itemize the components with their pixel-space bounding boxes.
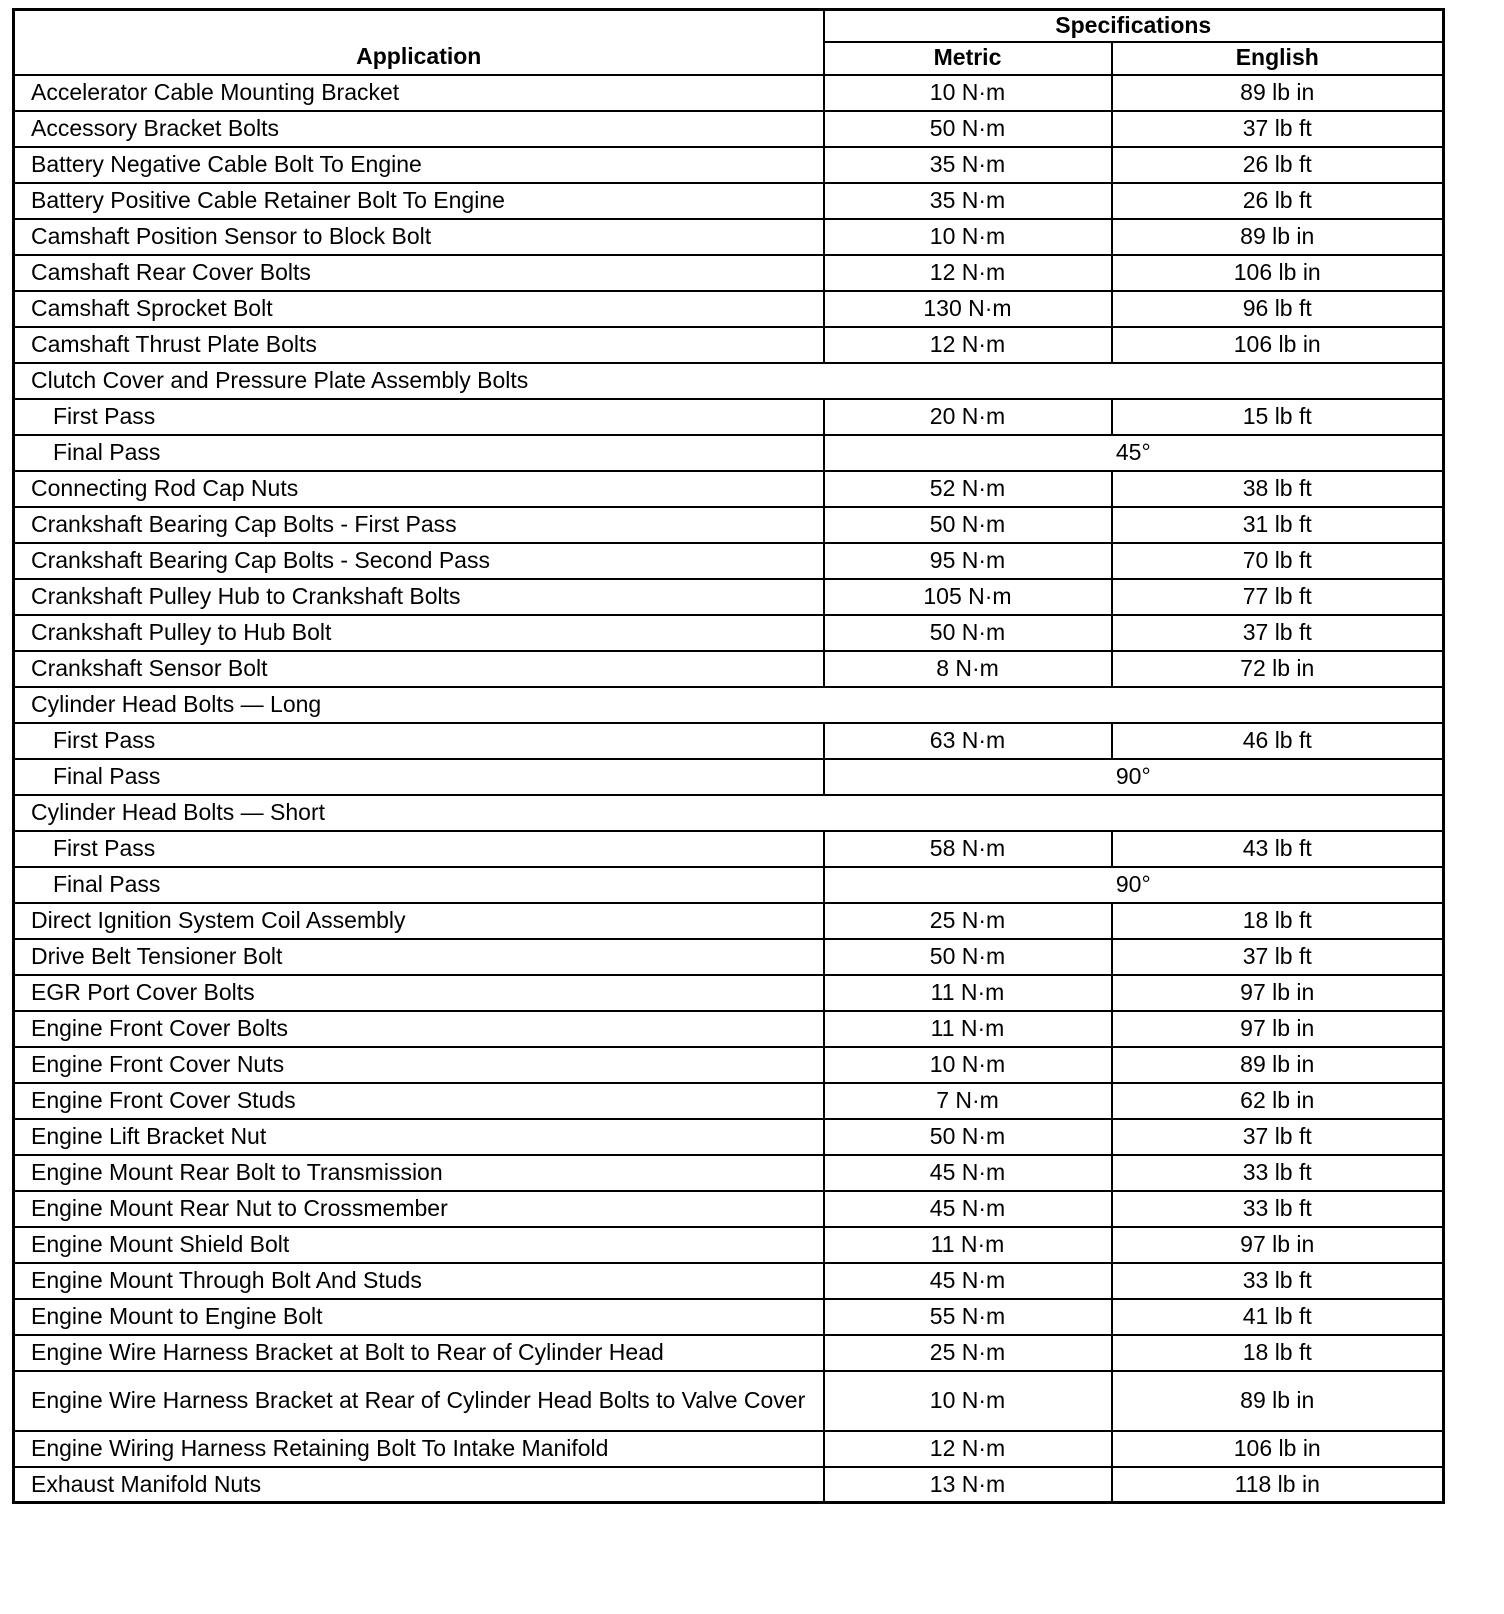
metric-cell: 50 N·m <box>824 1119 1112 1155</box>
table-row <box>14 291 1444 327</box>
english-cell: 37 lb ft <box>1112 1119 1444 1155</box>
metric-cell: 11 N·m <box>824 975 1112 1011</box>
metric-cell: 95 N·m <box>824 543 1112 579</box>
metric-header: Metric <box>824 42 1112 75</box>
english-cell: 46 lb ft <box>1112 723 1444 759</box>
table-row <box>14 1227 1444 1263</box>
application-header: Application <box>14 10 824 75</box>
application-cell: Engine Front Cover Studs <box>14 1083 824 1119</box>
angle-spec-cell: 45° <box>824 435 1444 471</box>
table-row <box>14 1299 1444 1335</box>
english-cell: 33 lb ft <box>1112 1191 1444 1227</box>
application-cell: Engine Mount Rear Nut to Crossmember <box>14 1191 824 1227</box>
metric-cell: 7 N·m <box>824 1083 1112 1119</box>
torque-spec-table <box>12 8 1445 1504</box>
metric-cell: 25 N·m <box>824 903 1112 939</box>
english-header: English <box>1112 42 1444 75</box>
application-cell: Engine Mount Rear Bolt to Transmission <box>14 1155 824 1191</box>
table-row <box>14 1155 1444 1191</box>
application-cell: Camshaft Sprocket Bolt <box>14 291 824 327</box>
metric-cell: 12 N·m <box>824 255 1112 291</box>
metric-cell: 55 N·m <box>824 1299 1112 1335</box>
english-cell: 106 lb in <box>1112 255 1444 291</box>
english-cell: 38 lb ft <box>1112 471 1444 507</box>
metric-cell: 10 N·m <box>824 1371 1112 1431</box>
english-cell: 31 lb ft <box>1112 507 1444 543</box>
english-cell: 106 lb in <box>1112 327 1444 363</box>
application-cell: First Pass <box>14 831 824 867</box>
metric-cell: 52 N·m <box>824 471 1112 507</box>
english-cell: 89 lb in <box>1112 1371 1444 1431</box>
table-row <box>14 255 1444 291</box>
table-row <box>14 651 1444 687</box>
application-cell: Camshaft Rear Cover Bolts <box>14 255 824 291</box>
table-row <box>14 1263 1444 1299</box>
application-cell: Crankshaft Sensor Bolt <box>14 651 824 687</box>
english-cell: 96 lb ft <box>1112 291 1444 327</box>
application-cell: Direct Ignition System Coil Assembly <box>14 903 824 939</box>
application-cell: Engine Mount Through Bolt And Studs <box>14 1263 824 1299</box>
metric-cell: 11 N·m <box>824 1011 1112 1047</box>
application-cell: Battery Negative Cable Bolt To Engine <box>14 147 824 183</box>
table-row <box>14 111 1444 147</box>
application-cell: Accelerator Cable Mounting Bracket <box>14 75 824 111</box>
application-cell: Engine Mount to Engine Bolt <box>14 1299 824 1335</box>
english-cell: 43 lb ft <box>1112 831 1444 867</box>
metric-cell: 35 N·m <box>824 183 1112 219</box>
english-cell: 37 lb ft <box>1112 939 1444 975</box>
metric-cell: 45 N·m <box>824 1263 1112 1299</box>
english-cell: 15 lb ft <box>1112 399 1444 435</box>
group-label: Cylinder Head Bolts — Long <box>14 687 1444 723</box>
metric-cell: 8 N·m <box>824 651 1112 687</box>
metric-cell: 12 N·m <box>824 327 1112 363</box>
english-cell: 37 lb ft <box>1112 111 1444 147</box>
english-cell: 118 lb in <box>1112 1467 1444 1503</box>
table-row <box>14 939 1444 975</box>
group-label: Clutch Cover and Pressure Plate Assembly Bolts <box>14 363 1444 399</box>
metric-cell: 12 N·m <box>824 1431 1112 1467</box>
metric-cell: 13 N·m <box>824 1467 1112 1503</box>
metric-cell: 11 N·m <box>824 1227 1112 1263</box>
application-cell: First Pass <box>14 723 824 759</box>
application-cell: Engine Front Cover Nuts <box>14 1047 824 1083</box>
metric-cell: 50 N·m <box>824 111 1112 147</box>
english-cell: 97 lb in <box>1112 975 1444 1011</box>
application-cell: EGR Port Cover Bolts <box>14 975 824 1011</box>
table-row <box>14 1047 1444 1083</box>
application-cell: Connecting Rod Cap Nuts <box>14 471 824 507</box>
table-row <box>14 75 1444 111</box>
metric-cell: 45 N·m <box>824 1155 1112 1191</box>
application-cell: Exhaust Manifold Nuts <box>14 1467 824 1503</box>
table-row <box>14 759 1444 795</box>
english-cell: 41 lb ft <box>1112 1299 1444 1335</box>
application-cell: Final Pass <box>14 435 824 471</box>
table-row <box>14 435 1444 471</box>
metric-cell: 50 N·m <box>824 507 1112 543</box>
table-row <box>14 975 1444 1011</box>
group-label: Cylinder Head Bolts — Short <box>14 795 1444 831</box>
application-cell: Engine Mount Shield Bolt <box>14 1227 824 1263</box>
application-cell: Crankshaft Pulley to Hub Bolt <box>14 615 824 651</box>
table-row <box>14 687 1444 723</box>
metric-cell: 130 N·m <box>824 291 1112 327</box>
metric-cell: 10 N·m <box>824 75 1112 111</box>
english-cell: 18 lb ft <box>1112 903 1444 939</box>
application-cell: Final Pass <box>14 867 824 903</box>
table-row <box>14 399 1444 435</box>
application-cell: First Pass <box>14 399 824 435</box>
application-cell: Battery Positive Cable Retainer Bolt To Engine <box>14 183 824 219</box>
metric-cell: 20 N·m <box>824 399 1112 435</box>
table-row <box>14 1191 1444 1227</box>
specifications-header: Specifications <box>824 10 1444 42</box>
english-cell: 97 lb in <box>1112 1227 1444 1263</box>
english-cell: 26 lb ft <box>1112 183 1444 219</box>
application-cell: Crankshaft Pulley Hub to Crankshaft Bolts <box>14 579 824 615</box>
table-row <box>14 543 1444 579</box>
table-row <box>14 723 1444 759</box>
english-cell: 26 lb ft <box>1112 147 1444 183</box>
english-cell: 89 lb in <box>1112 1047 1444 1083</box>
application-cell: Engine Wire Harness Bracket at Rear of Cylinder Head Bolts to Valve Cover <box>14 1371 824 1431</box>
metric-cell: 45 N·m <box>824 1191 1112 1227</box>
application-cell: Drive Belt Tensioner Bolt <box>14 939 824 975</box>
english-cell: 70 lb ft <box>1112 543 1444 579</box>
table-row <box>14 327 1444 363</box>
application-cell: Engine Lift Bracket Nut <box>14 1119 824 1155</box>
table-row <box>14 219 1444 255</box>
table-row <box>14 831 1444 867</box>
english-cell: 77 lb ft <box>1112 579 1444 615</box>
english-cell: 18 lb ft <box>1112 1335 1444 1371</box>
table-row <box>14 867 1444 903</box>
table-row <box>14 147 1444 183</box>
table-row <box>14 1467 1444 1503</box>
table-row <box>14 1119 1444 1155</box>
table-row <box>14 1011 1444 1047</box>
metric-cell: 105 N·m <box>824 579 1112 615</box>
table-row <box>14 579 1444 615</box>
table-row <box>14 615 1444 651</box>
angle-spec-cell: 90° <box>824 867 1444 903</box>
table-row <box>14 363 1444 399</box>
table-row <box>14 1431 1444 1467</box>
application-cell: Accessory Bracket Bolts <box>14 111 824 147</box>
english-cell: 33 lb ft <box>1112 1263 1444 1299</box>
table-row <box>14 183 1444 219</box>
english-cell: 89 lb in <box>1112 75 1444 111</box>
table-header <box>14 10 1444 75</box>
application-cell: Final Pass <box>14 759 824 795</box>
application-cell: Camshaft Position Sensor to Block Bolt <box>14 219 824 255</box>
table-row <box>14 1083 1444 1119</box>
table-row <box>14 795 1444 831</box>
application-cell: Engine Wire Harness Bracket at Bolt to Rear of Cylinder Head <box>14 1335 824 1371</box>
metric-cell: 58 N·m <box>824 831 1112 867</box>
metric-cell: 35 N·m <box>824 147 1112 183</box>
metric-cell: 25 N·m <box>824 1335 1112 1371</box>
english-cell: 106 lb in <box>1112 1431 1444 1467</box>
metric-cell: 10 N·m <box>824 219 1112 255</box>
table-row <box>14 471 1444 507</box>
metric-cell: 50 N·m <box>824 615 1112 651</box>
english-cell: 37 lb ft <box>1112 615 1444 651</box>
english-cell: 97 lb in <box>1112 1011 1444 1047</box>
table-row <box>14 507 1444 543</box>
english-cell: 89 lb in <box>1112 219 1444 255</box>
application-cell: Engine Front Cover Bolts <box>14 1011 824 1047</box>
table-body <box>14 75 1444 1503</box>
application-cell: Crankshaft Bearing Cap Bolts - Second Pass <box>14 543 824 579</box>
table-row <box>14 903 1444 939</box>
table-row <box>14 1371 1444 1431</box>
table-row <box>14 1335 1444 1371</box>
application-cell: Crankshaft Bearing Cap Bolts - First Pass <box>14 507 824 543</box>
application-cell: Engine Wiring Harness Retaining Bolt To Intake Manifold <box>14 1431 824 1467</box>
metric-cell: 50 N·m <box>824 939 1112 975</box>
english-cell: 33 lb ft <box>1112 1155 1444 1191</box>
angle-spec-cell: 90° <box>824 759 1444 795</box>
english-cell: 62 lb in <box>1112 1083 1444 1119</box>
metric-cell: 10 N·m <box>824 1047 1112 1083</box>
application-cell: Camshaft Thrust Plate Bolts <box>14 327 824 363</box>
english-cell: 72 lb in <box>1112 651 1444 687</box>
metric-cell: 63 N·m <box>824 723 1112 759</box>
